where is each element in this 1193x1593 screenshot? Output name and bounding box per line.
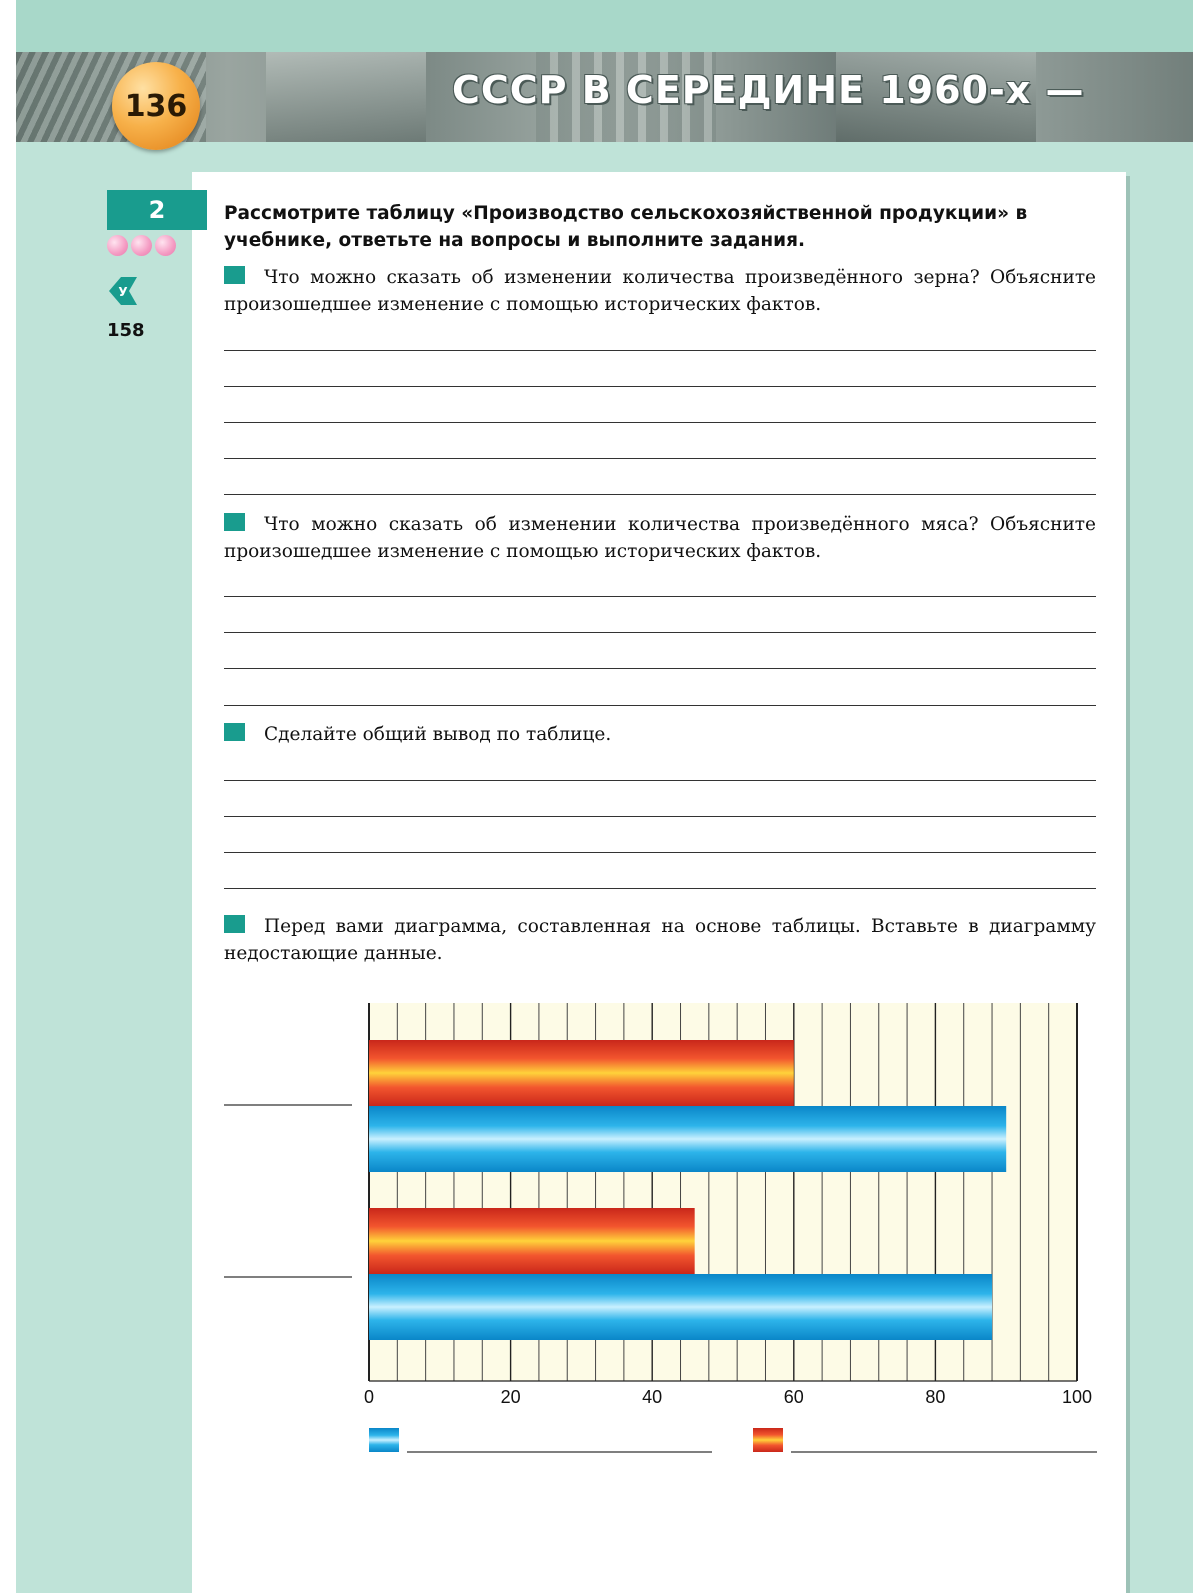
reference-page-number: 158 bbox=[107, 320, 145, 341]
page-number-badge: 136 bbox=[112, 62, 200, 150]
page-title: СССР В СЕРЕДИНЕ 1960-х — bbox=[452, 68, 1085, 112]
legend-swatch-blue bbox=[369, 1428, 399, 1452]
task-number-badge: 2 bbox=[107, 190, 207, 230]
x-tick-label: 20 bbox=[500, 1387, 521, 1407]
legend-swatch-red bbox=[753, 1428, 783, 1452]
x-tick-label: 0 bbox=[363, 1387, 375, 1407]
question-4-text: Перед вами диаграмма, составленная на основе таблицы. Вставьте в диаграмму недостающие данные. bbox=[224, 916, 1096, 964]
bar-red-2 bbox=[369, 1208, 695, 1274]
question-3-text: Сделайте общий вывод по таблице. bbox=[264, 724, 612, 745]
bar-blue-2 bbox=[369, 1274, 992, 1340]
task-intro: Рассмотрите таблицу «Производство сельскохозяйственной продукции» в учебнике, ответьте на вопросы и выполните задания. bbox=[224, 203, 1028, 251]
chart-tick-labels bbox=[364, 1387, 1092, 1407]
question-1-text: Что можно сказать об изменении количества произведённого зерна? Объясните произошедшее изменение с помощью исторических фактов. bbox=[224, 267, 1096, 315]
x-tick-label: 60 bbox=[783, 1387, 804, 1407]
x-tick-label: 80 bbox=[925, 1387, 946, 1407]
bar-red-1 bbox=[369, 1040, 794, 1106]
reference-letter: У bbox=[118, 285, 128, 299]
bar-blue-1 bbox=[369, 1106, 1006, 1172]
x-tick-label: 40 bbox=[642, 1387, 663, 1407]
question-2-text: Что можно сказать об изменении количества произведённого мяса? Объясните произошедшее изменение с помощью исторических фактов. bbox=[224, 514, 1096, 562]
x-tick-label: 100 bbox=[1061, 1387, 1093, 1407]
